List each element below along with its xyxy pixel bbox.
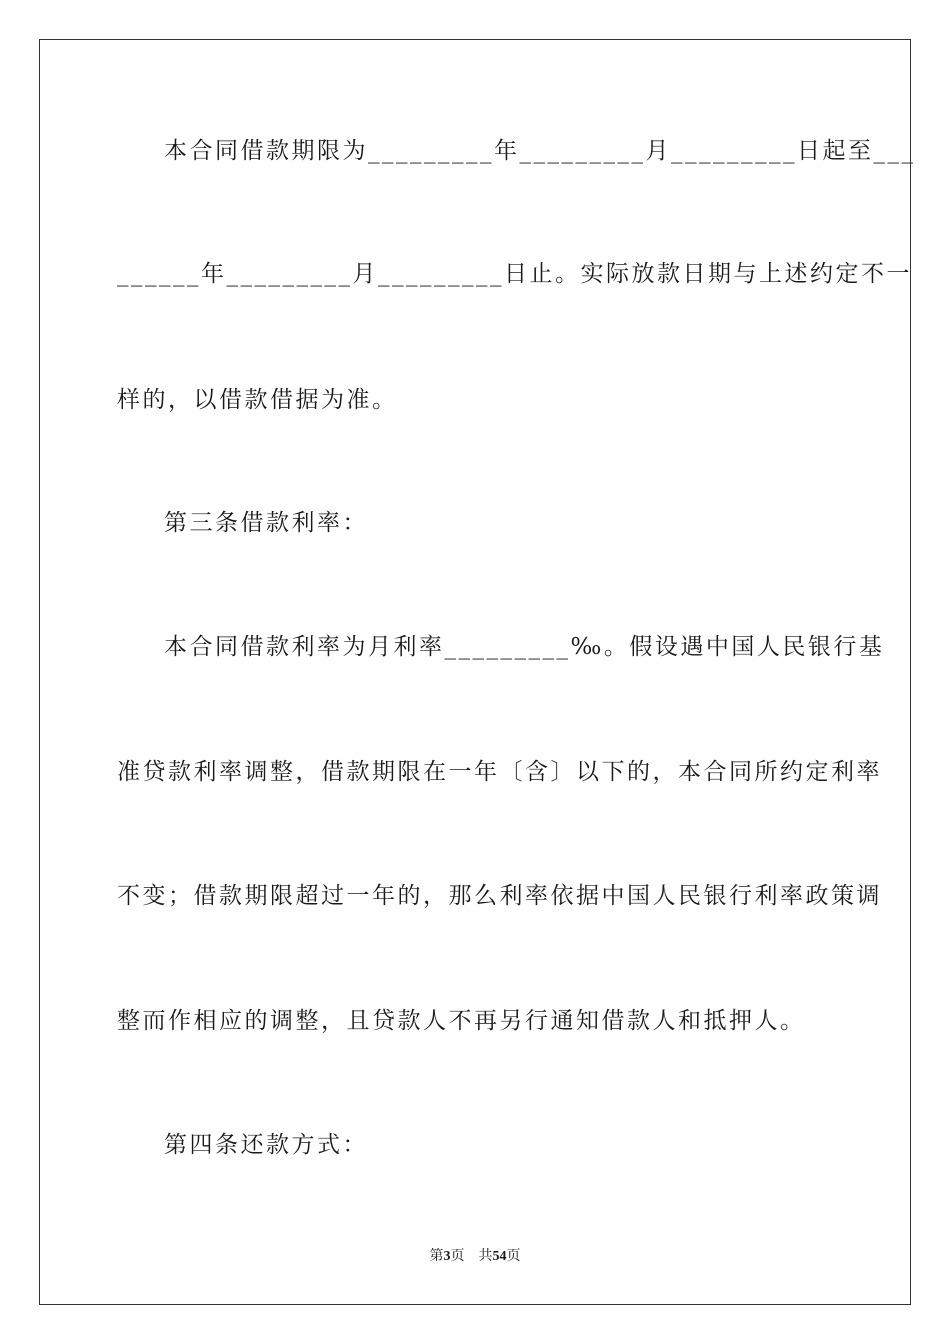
total-pages: 54 (492, 1249, 507, 1264)
page-border (39, 39, 916, 1305)
total-prefix: 共 (478, 1249, 493, 1264)
paragraph-interest-line-3: 不变；借款期限超过一年的，那么利率依据中国人民银行利率政策调 (117, 883, 882, 909)
paragraph-loan-term-line-3: 样的，以借款借据为准。 (117, 387, 398, 413)
paragraph-interest-line-2: 准贷款利率调整，借款期限在一年〔含〕以下的，本合同所约定利率 (117, 759, 882, 785)
paragraph-interest-line-4: 整而作相应的调整，且贷款人不再另行通知借款人和抵押人。 (117, 1008, 806, 1034)
heading-article-3: 第三条借款利率： (164, 510, 368, 536)
heading-article-4: 第四条还款方式： (164, 1132, 368, 1158)
page-number: 3 (443, 1249, 451, 1264)
paragraph-loan-term-line-2: ______年_________月_________日止。实际放款日期与上述约定不一 (117, 261, 912, 287)
paragraph-interest-line-1: 本合同借款利率为月利率_________‰。假设遇中国人民银行基 (164, 634, 885, 660)
total-suffix: 页 (506, 1249, 521, 1264)
page-suffix: 页 (450, 1249, 465, 1264)
page-footer (0, 1248, 950, 1266)
paragraph-loan-term-line-1: 本合同借款期限为_________年_________月_________日起至___ (164, 138, 916, 164)
page-prefix: 第 (429, 1249, 444, 1264)
